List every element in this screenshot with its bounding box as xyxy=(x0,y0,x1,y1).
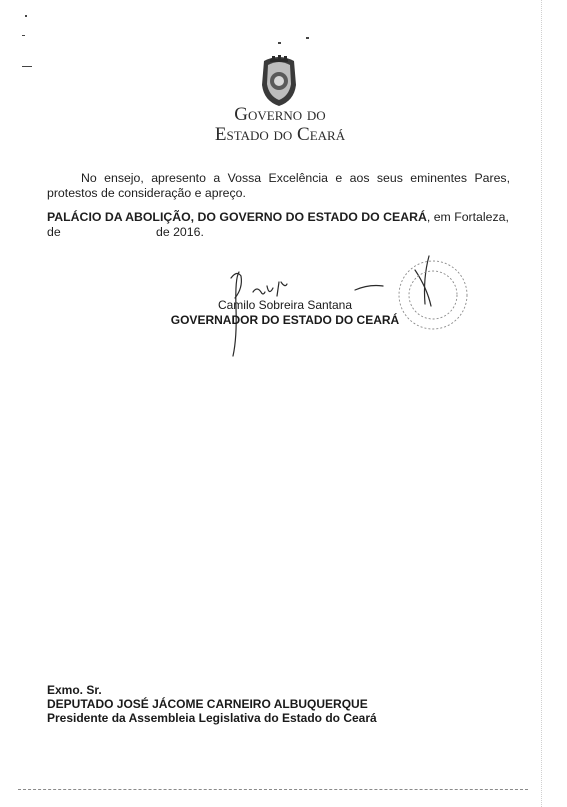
date-prefix: de xyxy=(47,225,61,239)
scan-edge xyxy=(541,0,542,807)
ceara-coat-of-arms-icon xyxy=(258,55,300,107)
addressee-role: Presidente da Assembleia Legislativa do Estado do Ceará xyxy=(47,711,377,725)
date-year: de 2016. xyxy=(156,225,204,239)
scan-speck xyxy=(306,37,309,39)
scan-speck xyxy=(25,15,27,17)
footer-rule xyxy=(18,789,528,790)
addressee-name: DEPUTADO JOSÉ JÁCOME CARNEIRO ALBUQUERQUE xyxy=(47,697,368,711)
government-title xyxy=(150,105,410,145)
place-date-paragraph xyxy=(47,210,510,225)
scan-speck xyxy=(22,35,25,36)
signer-title: GOVERNADOR DO ESTADO DO CEARÁ xyxy=(170,313,400,327)
place-city: , em Fortaleza, xyxy=(426,210,509,224)
government-title-line2: Estado do Ceará xyxy=(214,124,346,145)
closing-paragraph: No ensejo, apresento a Vossa Excelência e aos seus eminentes Pares, protestos de consideração e apreço. xyxy=(47,171,510,200)
scan-speck xyxy=(278,42,281,44)
palace-name: PALÁCIO DA ABOLIÇÃO, DO GOVERNO DO ESTADO DO CEARÁ xyxy=(47,210,427,224)
addressee-salutation: Exmo. Sr. xyxy=(47,683,102,697)
signer-name: Camilo Sobreira Santana xyxy=(217,298,353,312)
scan-speck xyxy=(22,66,32,67)
government-title-line1: Governo do xyxy=(234,104,326,125)
